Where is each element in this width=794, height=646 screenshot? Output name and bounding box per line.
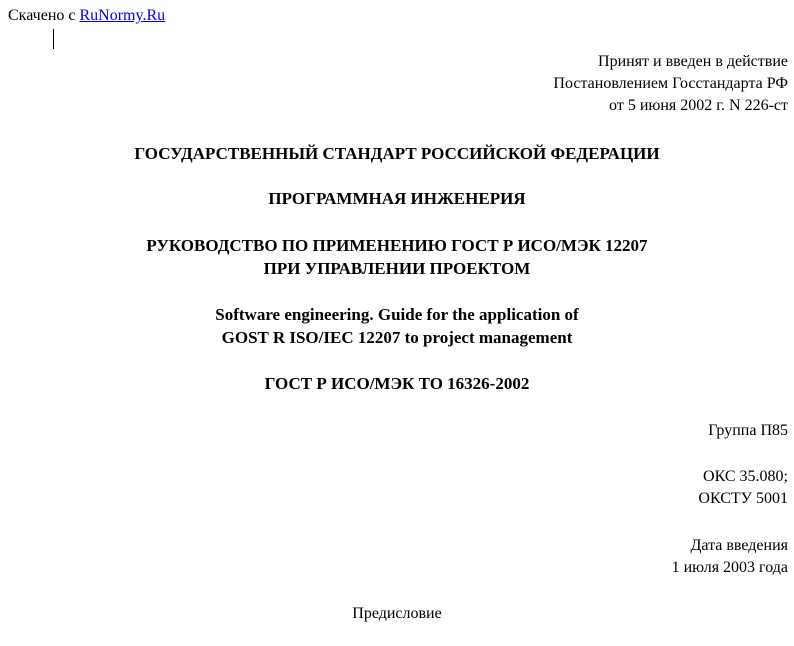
source-line bbox=[8, 6, 165, 26]
title-ru-line-2: ПРИ УПРАВЛЕНИИ ПРОЕКТОМ bbox=[263, 259, 531, 278]
classification-block bbox=[698, 466, 788, 510]
adoption-block bbox=[553, 51, 788, 117]
adoption-line-1: Принят и введен в действие bbox=[598, 53, 788, 70]
standard-designation: ГОСТ Р ИСО/МЭК ТО 16326-2002 bbox=[264, 374, 530, 393]
source-link[interactable]: RuNormy.Ru bbox=[79, 7, 166, 24]
section-title: Предисловие bbox=[352, 605, 442, 622]
oks-code: ОКС 35.080; bbox=[703, 468, 788, 485]
title-en-line-1: Software engineering. Guide for the application of bbox=[215, 305, 579, 324]
adoption-line-2: Постановлением Госстандарта РФ bbox=[553, 75, 788, 92]
title-en-line-2: GOST R ISO/IEC 12207 to project management bbox=[221, 328, 573, 347]
adoption-line-3: от 5 июня 2002 г. N 226-ст bbox=[609, 97, 788, 114]
state-standard-heading: ГОСУДАРСТВЕННЫЙ СТАНДАРТ РОССИЙСКОЙ ФЕДЕРАЦИИ bbox=[134, 144, 660, 163]
source-prefix: Скачено с bbox=[8, 7, 76, 24]
group-block bbox=[708, 420, 788, 442]
field-heading: ПРОГРАММНАЯ ИНЖЕНЕРИЯ bbox=[268, 189, 526, 208]
okstu-code: ОКСТУ 5001 bbox=[698, 490, 788, 507]
effective-date-block bbox=[672, 535, 788, 579]
group-code: Группа П85 bbox=[708, 422, 788, 439]
title-ru-line-1: РУКОВОДСТВО ПО ПРИМЕНЕНИЮ ГОСТ Р ИСО/МЭК 12207 bbox=[146, 236, 648, 255]
text-cursor bbox=[53, 29, 54, 49]
effective-date-label: Дата введения bbox=[690, 537, 788, 554]
effective-date-value: 1 июля 2003 года bbox=[671, 559, 788, 576]
